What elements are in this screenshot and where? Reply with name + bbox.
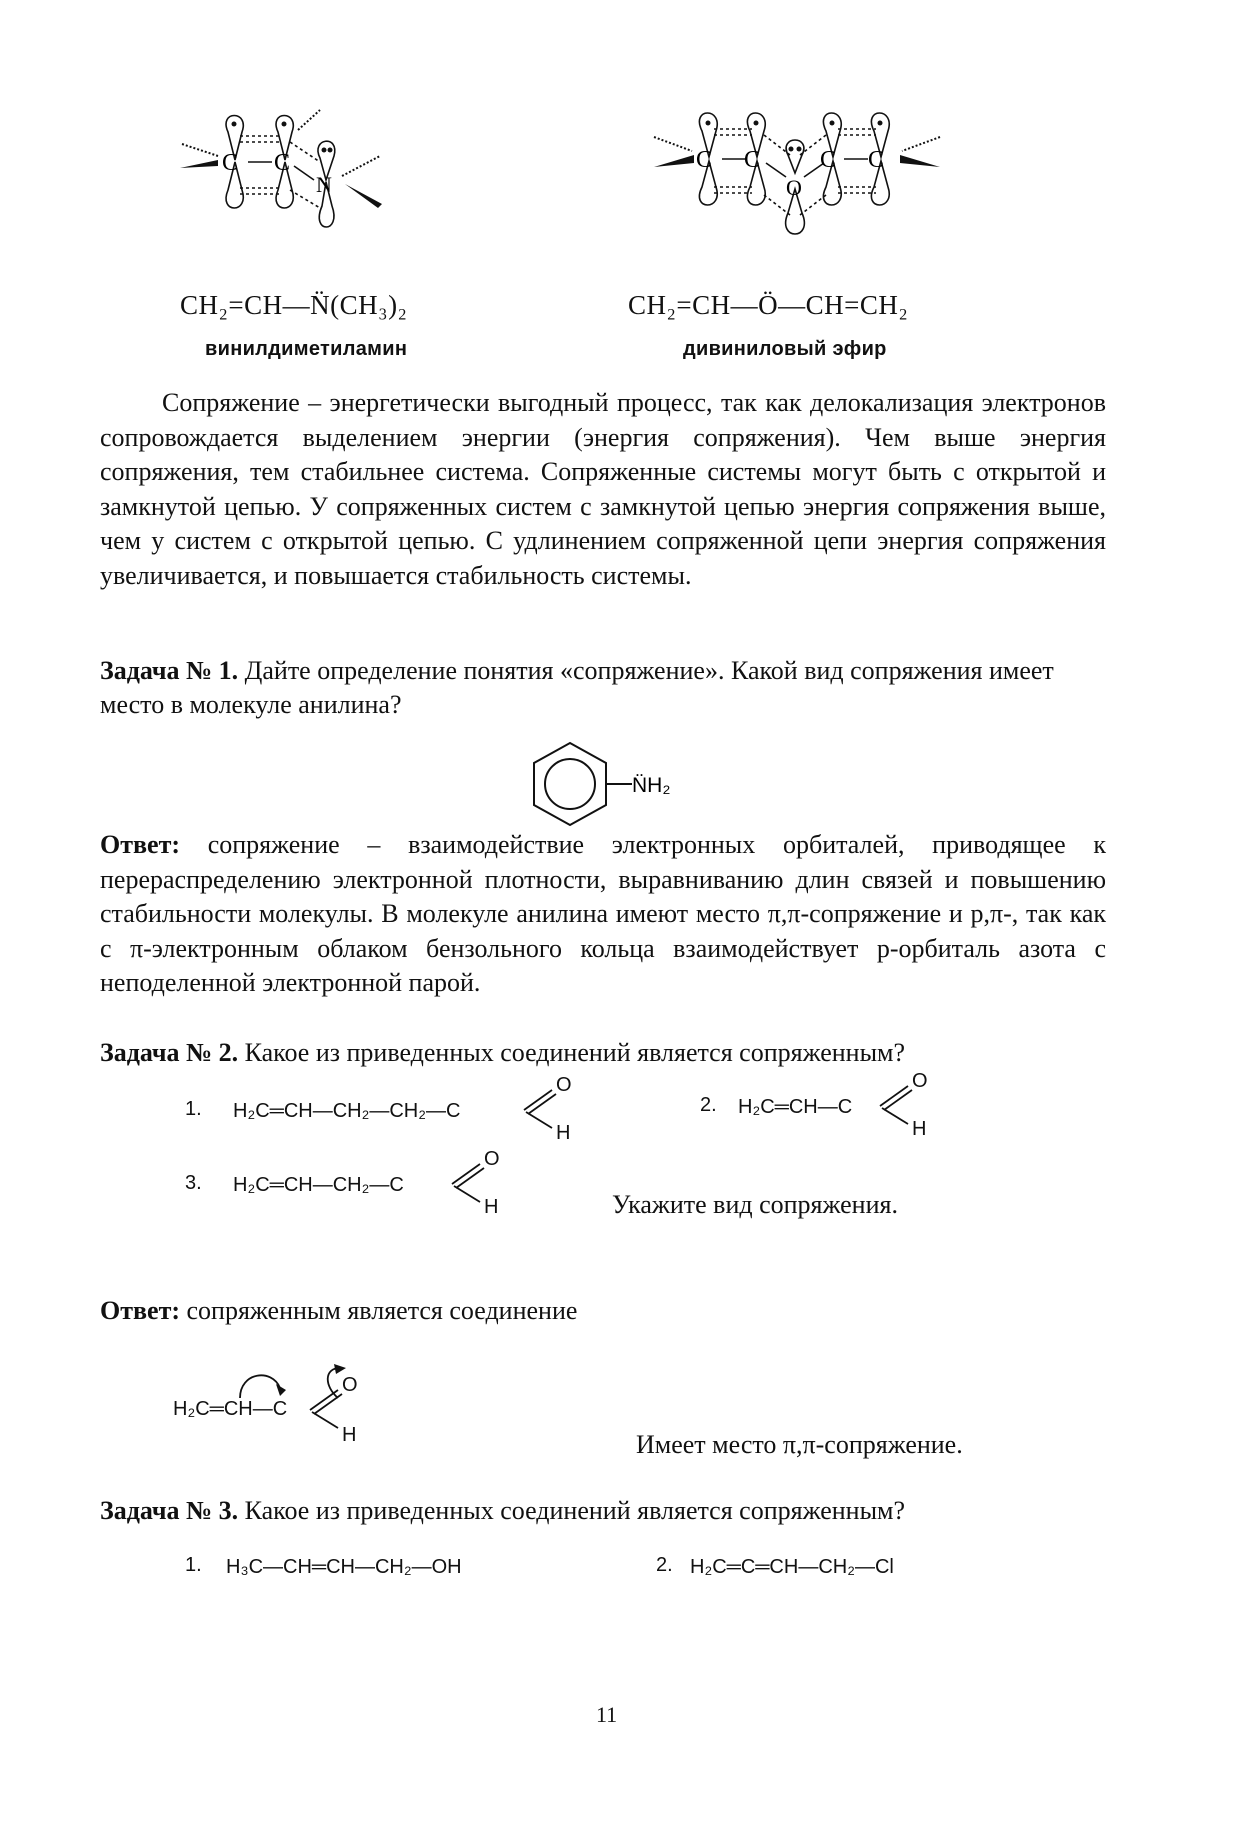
task-3-compound-2-formula: H₂C═C═CH—CH₂—Cl (690, 1556, 894, 1578)
vinyldimethylamine-formula: CH₂=CH—N̈(CH₃)₂ (180, 290, 408, 320)
answer-1-label: Ответ: (100, 830, 181, 859)
intro-paragraph: Сопряжение – энергетически выгодный процесс, так как делокализация электронов сопровождается выделением энергии (энергия сопряжения). Чем выше энергия сопряжения, тем стабильнее система. Сопряженные системы могут быть с открытой и замкнутой цепью. У сопряженных систем с замкнутой цепью энергия сопряжения выше, чем у систем с открытой цепью. С удлинением сопряженной цепи энергия сопряжения увеличивается, и повышается стабильность системы. (100, 388, 1106, 590)
carbon-label: C (744, 147, 761, 173)
aldehyde-oxygen: O (556, 1074, 572, 1096)
answer-2-conclusion: Имеет место π,π-сопряжение. (636, 1430, 963, 1459)
answer-2-text: сопряженным является соединение (180, 1296, 578, 1325)
task-3 (100, 1494, 1106, 1528)
aniline-structure (520, 735, 720, 835)
divinyl-ether-caption: дивиниловый эфир (683, 338, 887, 360)
aldehyde-hydrogen: H (484, 1196, 499, 1218)
aldehyde-oxygen: O (484, 1148, 500, 1170)
compound-2-number: 2. (700, 1094, 717, 1116)
task-1-label: Задача № 1. (100, 656, 239, 685)
task-1 (100, 654, 1106, 722)
carbon-label: C (820, 147, 837, 173)
divinyl-ether-orbital-diagram (640, 105, 960, 285)
page-number: 11 (596, 1702, 618, 1727)
aldehyde-hydrogen: H (912, 1118, 927, 1140)
task-1-text: Дайте определение понятия «сопряжение». Какой вид сопряжения имеет место в молекуле анилина? (100, 656, 1054, 719)
answer-2-formula: H₂C═CH—C (173, 1398, 288, 1420)
aldehyde-hydrogen: H (342, 1424, 357, 1446)
task-2-text: Какое из приведенных соединений является сопряженным? (238, 1038, 906, 1067)
compound-3-number: 3. (185, 1172, 202, 1194)
task-3-compound-1-number: 1. (185, 1554, 202, 1576)
vinyldimethylamine-caption: винилдиметиламин (205, 338, 408, 360)
task-3-compound-1-formula: H₃C—CH═CH—CH₂—OH (226, 1556, 462, 1578)
task-2-hint: Укажите вид сопряжения. (612, 1190, 898, 1219)
amino-group: N̈H₂ (632, 774, 671, 797)
divinyl-ether-formula: CH₂=CH—Ö—CH=CH₂ (628, 290, 909, 320)
answer-1-text: сопряжение – взаимодействие электронных орбиталей, приводящее к перераспределению электронной плотности, выравниванию длин связей и повышению стабильности молекулы. В молекуле анилина имеют место π,π-сопряжение и p,π-, так как с π-электронным облаком бензольного кольца взаимодействует p-орбиталь азота с неподеленной электронной парой. (100, 830, 1106, 997)
compound-3-formula: H₂C═CH—CH₂—C (233, 1174, 404, 1196)
task-2-label: Задача № 2. (100, 1038, 239, 1067)
task-3-text: Какое из приведенных соединений является сопряженным? (238, 1496, 906, 1525)
answer-2 (100, 1294, 1106, 1328)
aldehyde-oxygen: O (342, 1374, 358, 1396)
nitrogen-label: N (316, 172, 332, 197)
carbon-label: C (222, 150, 239, 176)
carbon-label: C (696, 147, 713, 173)
task-2 (100, 1036, 1106, 1070)
compound-1-formula: H₂C═CH—CH₂—CH₂—C (233, 1100, 461, 1122)
task-3-compound-2-number: 2. (656, 1554, 673, 1576)
compound-2-formula: H₂C═CH—C (738, 1096, 853, 1118)
carbon-label: C (274, 150, 291, 176)
compound-1-number: 1. (185, 1098, 202, 1120)
oxygen-label: O (786, 175, 802, 200)
task-3-label: Задача № 3. (100, 1496, 239, 1525)
aldehyde-hydrogen: H (556, 1122, 571, 1144)
answer-2-label: Ответ: (100, 1296, 181, 1325)
vinyldimethylamine-orbital-diagram (170, 110, 440, 290)
aldehyde-oxygen: O (912, 1070, 928, 1092)
carbon-label: C (868, 147, 885, 173)
answer-1 (100, 828, 1106, 1001)
